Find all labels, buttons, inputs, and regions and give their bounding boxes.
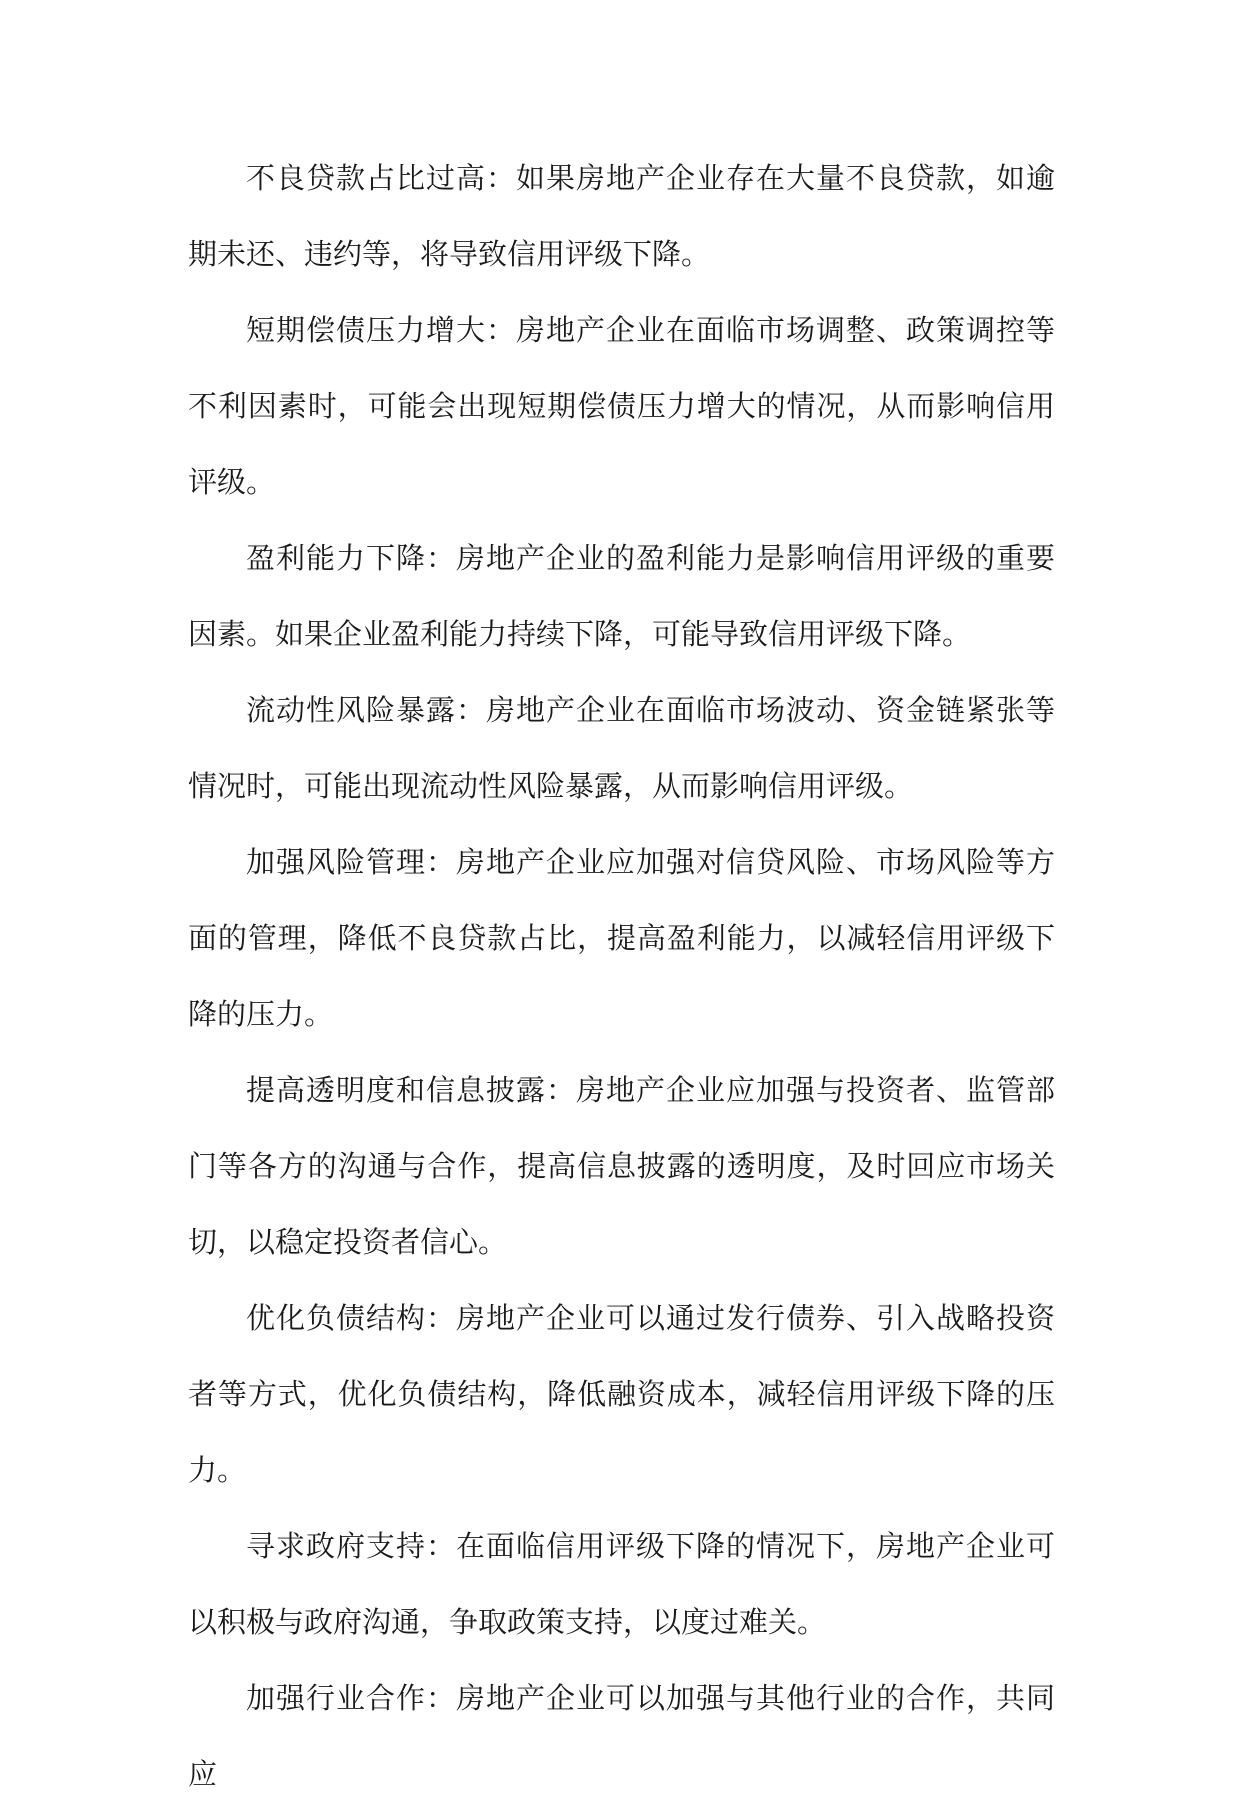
paragraph-government-support: 寻求政府支持：在面临信用评级下降的情况下，房地产企业可以积极与政府沟通，争取政策支持，以度过难关。 [188,1529,1055,1639]
paragraph-profitability: 盈利能力下降：房地产企业的盈利能力是影响信用评级的重要因素。如果企业盈利能力持续下降，可能导致信用评级下降。 [188,541,1055,651]
document-body [188,140,1055,1812]
paragraph-risk-management: 加强风险管理：房地产企业应加强对信贷风险、市场风险等方面的管理，降低不良贷款占比，提高盈利能力，以减轻信用评级下降的压力。 [188,845,1055,1031]
paragraph-liquidity-risk: 流动性风险暴露：房地产企业在面临市场波动、资金链紧张等情况时，可能出现流动性风险暴露，从而影响信用评级。 [188,693,1055,803]
paragraph-industry-cooperation: 加强行业合作：房地产企业可以加强与其他行业的合作，共同应 [188,1681,1055,1791]
paragraph-transparency: 提高透明度和信息披露：房地产企业应加强与投资者、监管部门等各方的沟通与合作，提高信息披露的透明度，及时回应市场关切，以稳定投资者信心。 [188,1073,1055,1259]
paragraph-bad-loans: 不良贷款占比过高：如果房地产企业存在大量不良贷款，如逾期未还、违约等，将导致信用评级下降。 [188,161,1055,271]
paragraph-debt-structure: 优化负债结构：房地产企业可以通过发行债券、引入战略投资者等方式，优化负债结构，降低融资成本，减轻信用评级下降的压力。 [188,1301,1055,1487]
paragraph-short-term-debt: 短期偿债压力增大：房地产企业在面临市场调整、政策调控等不利因素时，可能会出现短期偿债压力增大的情况，从而影响信用评级。 [188,313,1055,499]
